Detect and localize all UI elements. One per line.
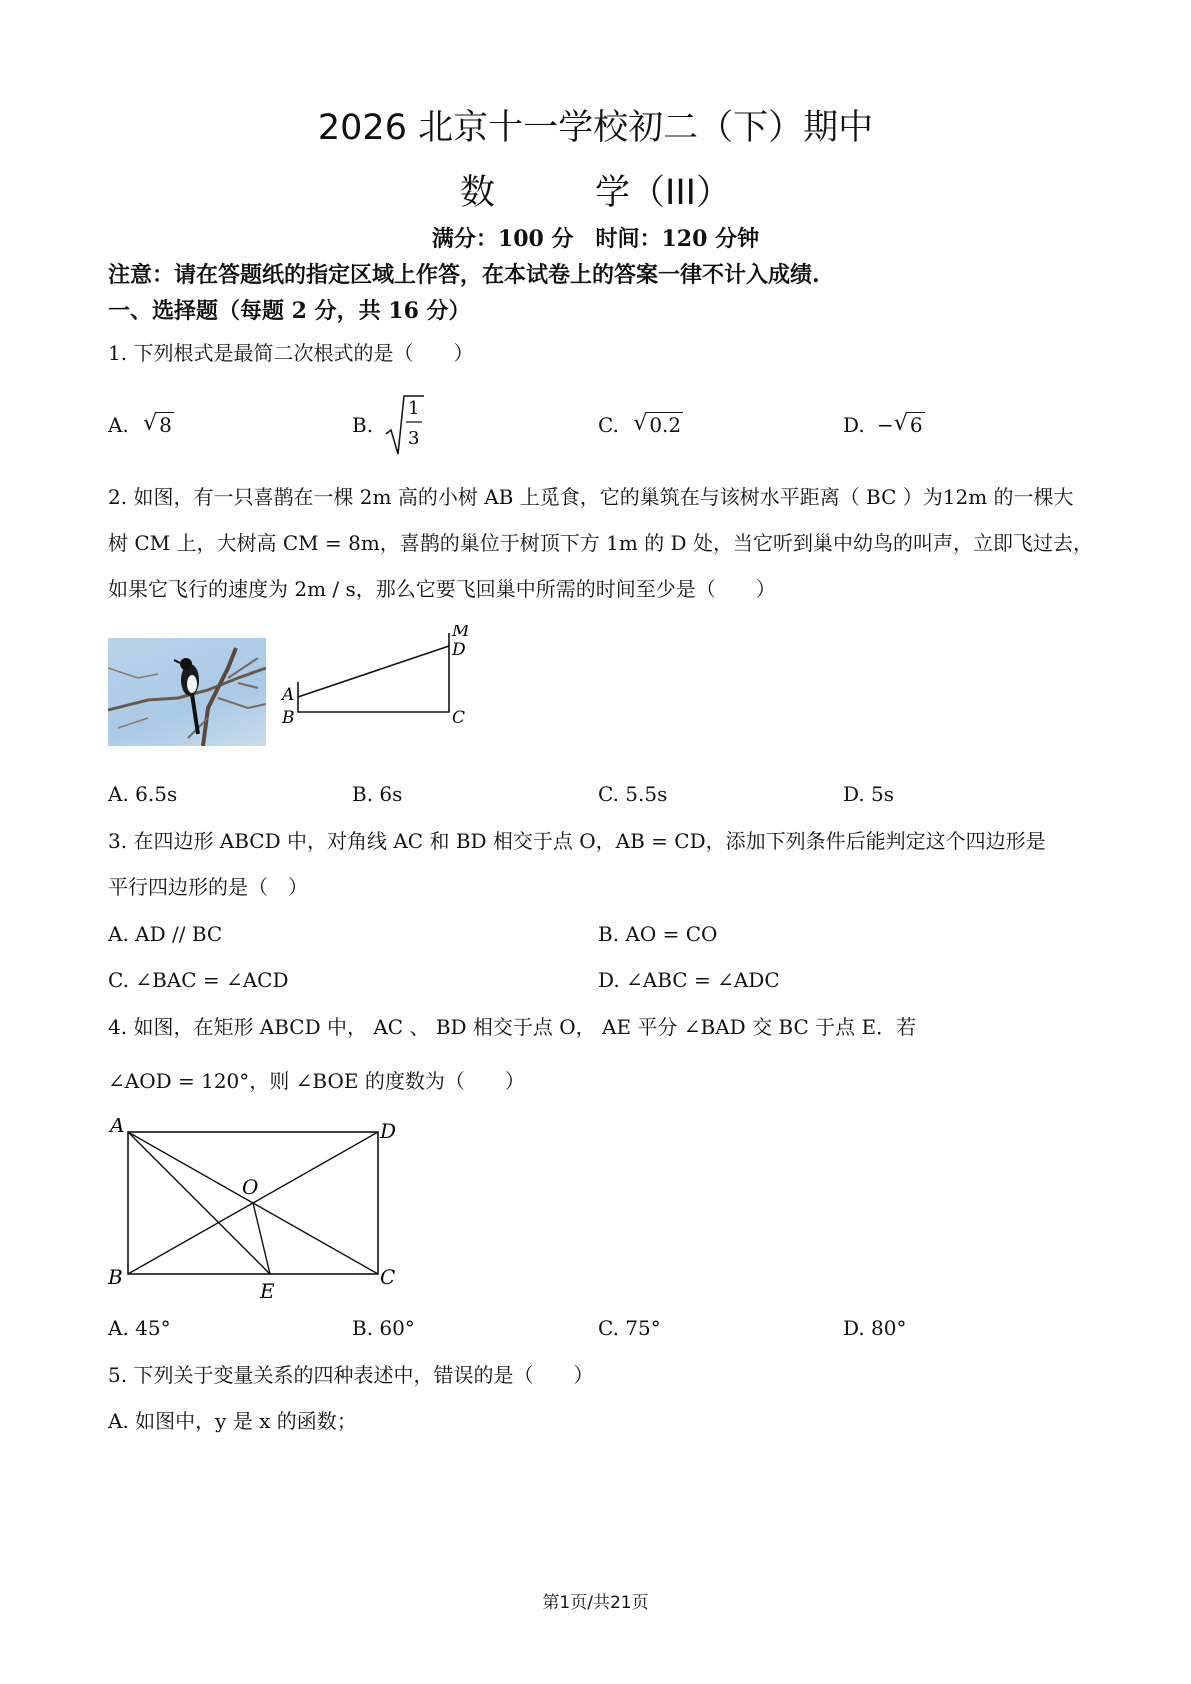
q3-line-2: 平行四边形的是（ ） bbox=[108, 875, 308, 899]
q5-option-a: A. 如图中，y 是 x 的函数； bbox=[108, 1409, 357, 1433]
q2-option-d: D. 5s bbox=[843, 782, 895, 806]
q2-tree-figure bbox=[280, 625, 480, 755]
q1-b-label: B. bbox=[352, 413, 374, 437]
q4-label-b: B bbox=[108, 1265, 123, 1289]
q1-b-denominator: 3 bbox=[408, 428, 420, 449]
q1-c-label: C. bbox=[598, 413, 619, 437]
subject-char-2: 学（III） bbox=[595, 173, 731, 213]
q1-d-label: D. bbox=[843, 413, 865, 437]
q4-option-d: D. 80° bbox=[843, 1316, 907, 1340]
q1-b-numerator: 1 bbox=[408, 398, 420, 419]
q1-b-sqrt-fraction bbox=[384, 392, 424, 458]
magpie-illustration bbox=[108, 638, 266, 746]
subject-char-1: 数 bbox=[460, 173, 496, 213]
q1-option-a bbox=[108, 413, 174, 437]
q4-label-a: A bbox=[110, 1118, 125, 1137]
q4-option-c: C. 75° bbox=[598, 1316, 661, 1340]
q3-option-d: D. ∠ABC = ∠ADC bbox=[598, 968, 780, 992]
q4-label-e: E bbox=[260, 1279, 275, 1298]
q2-label-d: D bbox=[452, 640, 466, 660]
q3-option-b: B. AO = CO bbox=[598, 922, 718, 946]
section-heading: 一、选择题（每题 2 分，共 16 分） bbox=[108, 298, 471, 324]
q2-line-3: 如果它飞行的速度为 2m / s，那么它要飞回巢中所需的时间至少是（ ） bbox=[108, 577, 776, 601]
q4-option-b: B. 60° bbox=[352, 1316, 415, 1340]
q2-option-c: C. 5.5s bbox=[598, 782, 668, 806]
magpie-photo bbox=[108, 638, 266, 746]
exam-notice: 注意：请在答题纸的指定区域上作答，在本试卷上的答案一律不计入成绩. bbox=[108, 262, 820, 288]
q4-line-1: 4. 如图，在矩形 ABCD 中， AC 、 BD 相交于点 O， AE 平分 ∠BAD 交 BC 于点 E．若 bbox=[108, 1015, 917, 1039]
q1-c-radicand: 0.2 bbox=[649, 413, 682, 437]
q2-option-b: B. 6s bbox=[352, 782, 403, 806]
q3-option-a: A. AD // BC bbox=[108, 922, 223, 946]
q2-option-a: A. 6.5s bbox=[108, 782, 178, 806]
q1-option-b bbox=[352, 413, 373, 437]
page-number: 第1页/共21页 bbox=[542, 1593, 649, 1613]
q4-label-c: C bbox=[380, 1265, 396, 1289]
q5-stem: 5. 下列关于变量关系的四种表述中，错误的是（ ） bbox=[108, 1363, 594, 1387]
q2-label-m: M bbox=[452, 625, 470, 641]
q1-d-sign: − bbox=[877, 413, 894, 437]
q3-option-c: C. ∠BAC = ∠ACD bbox=[108, 968, 289, 992]
q3-line-1: 3. 在四边形 ABCD 中，对角线 AC 和 BD 相交于点 O，AB = CD，添加下列条件后能判定这个四边形是 bbox=[108, 829, 1046, 853]
q2-label-a: A bbox=[282, 685, 295, 705]
q2-label-c: C bbox=[452, 708, 466, 728]
q4-label-d: D bbox=[380, 1119, 397, 1143]
q1-a-radicand: 8 bbox=[159, 413, 172, 437]
q1-option-d bbox=[843, 413, 925, 437]
exam-title: 2026 北京十一学校初二（下）期中 bbox=[317, 108, 874, 148]
q1-d-radicand: 6 bbox=[909, 413, 923, 437]
q1-stem: 1. 下列根式是最简二次根式的是（ ） bbox=[108, 341, 474, 365]
exam-info: 满分：100 分 时间：120 分钟 bbox=[431, 226, 760, 252]
q4-line-2: ∠AOD = 120°，则 ∠BOE 的度数为（ ） bbox=[108, 1069, 525, 1093]
q2-line-2: 树 CM 上，大树高 CM = 8m，喜鹊的巢位于树顶下方 1m 的 D 处，当它听到巢中幼鸟的叫声，立即飞过去， bbox=[108, 531, 1093, 555]
q4-label-o: O bbox=[242, 1175, 259, 1199]
q2-label-b: B bbox=[282, 708, 295, 728]
q1-option-c bbox=[598, 413, 683, 437]
q1-a-label: A. bbox=[108, 413, 129, 437]
q2-line-1: 2. 如图，有一只喜鹊在一棵 2m 高的小树 AB 上觅食，它的巢筑在与该树水平距离（ BC ）为12m 的一棵大 bbox=[108, 485, 1074, 509]
q4-rectangle-figure bbox=[104, 1118, 404, 1298]
q4-option-a: A. 45° bbox=[108, 1316, 171, 1340]
subject-title bbox=[0, 165, 1191, 215]
